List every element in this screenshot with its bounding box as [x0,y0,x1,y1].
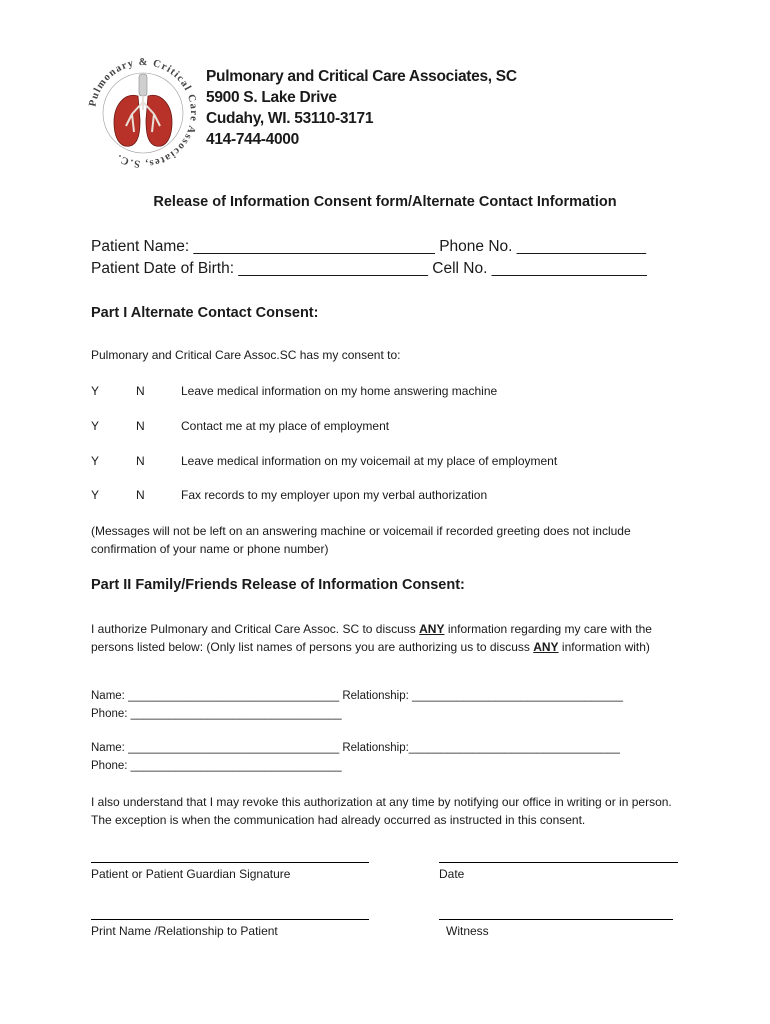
lungs-logo-icon [84,54,202,172]
option-text: Contact me at my place of employment [181,419,390,433]
option-no[interactable]: N [136,384,145,398]
option-text: Leave medical information on my voicemail at my place of employment [181,454,558,468]
patient-signature-label: Patient or Patient Guardian Signature [91,867,291,881]
patient-signature-line[interactable] [91,862,369,863]
option-yes[interactable]: Y [91,384,100,398]
part1-heading: Part I Alternate Contact Consent: [91,305,319,321]
auth-text: information with) [558,640,650,654]
option-yes[interactable]: Y [91,454,100,468]
auth-emphasis: ANY [533,640,559,654]
contact-name-field[interactable]: Name: _________________________________ Relationship:_________________________________ [91,742,620,754]
part2-authorization [91,620,681,656]
practice-logo [84,54,202,172]
form-title: Release of Information Consent form/Alternate Contact Information [153,194,617,210]
date-label: Date [439,867,465,881]
option-no[interactable]: N [136,488,145,502]
practice-address: 5900 S. Lake Drive [206,89,337,106]
auth-text: information regarding my care with the persons listed below: (Only list names of persons you are authorizing us to discuss [91,622,652,654]
patient-name-field[interactable]: Patient Name: ____________________________ Phone No. _______________ [91,238,647,255]
patient-dob-field[interactable]: Patient Date of Birth: ______________________ Cell No. __________________ [91,260,647,277]
practice-phone: 414-744-4000 [206,131,299,148]
part2-heading: Part II Family/Friends Release of Information Consent: [91,577,465,593]
option-no[interactable]: N [136,454,145,468]
witness-line[interactable] [439,919,673,920]
option-yes[interactable]: Y [91,419,100,433]
option-yes[interactable]: Y [91,488,100,502]
print-name-line[interactable] [91,919,369,920]
auth-text: I authorize Pulmonary and Critical Care Assoc. SC to discuss [91,622,420,636]
option-text: Fax records to my employer upon my verbal authorization [181,488,488,502]
date-line[interactable] [439,862,678,863]
option-no[interactable]: N [136,419,145,433]
option-text: Leave medical information on my home answering machine [181,384,498,398]
contact-name-field[interactable]: Name: _________________________________ Relationship: _________________________________ [91,690,624,702]
contact-phone-field[interactable]: Phone: _________________________________ [91,760,342,772]
practice-city: Cudahy, WI. 53110-3171 [206,110,374,127]
practice-name: Pulmonary and Critical Care Associates, SC [206,68,517,85]
auth-emphasis: ANY [419,622,445,636]
logo-ring-text: Pulmonary & Critical Care Associates, S.C. [87,56,200,170]
revoke-statement: I also understand that I may revoke this authorization at any time by notifying our office in writing or in person. The exception is when the communication had already occurred as instructed in this consent. [91,795,672,827]
part1-intro: Pulmonary and Critical Care Assoc.SC has my consent to: [91,348,401,362]
contact-phone-field[interactable]: Phone: _________________________________ [91,708,342,720]
witness-label: Witness [446,924,489,938]
part1-note: (Messages will not be left on an answering machine or voicemail if recorded greeting does not include confirmation of your name or phone number) [91,524,631,556]
print-name-label: Print Name /Relationship to Patient [91,924,278,938]
